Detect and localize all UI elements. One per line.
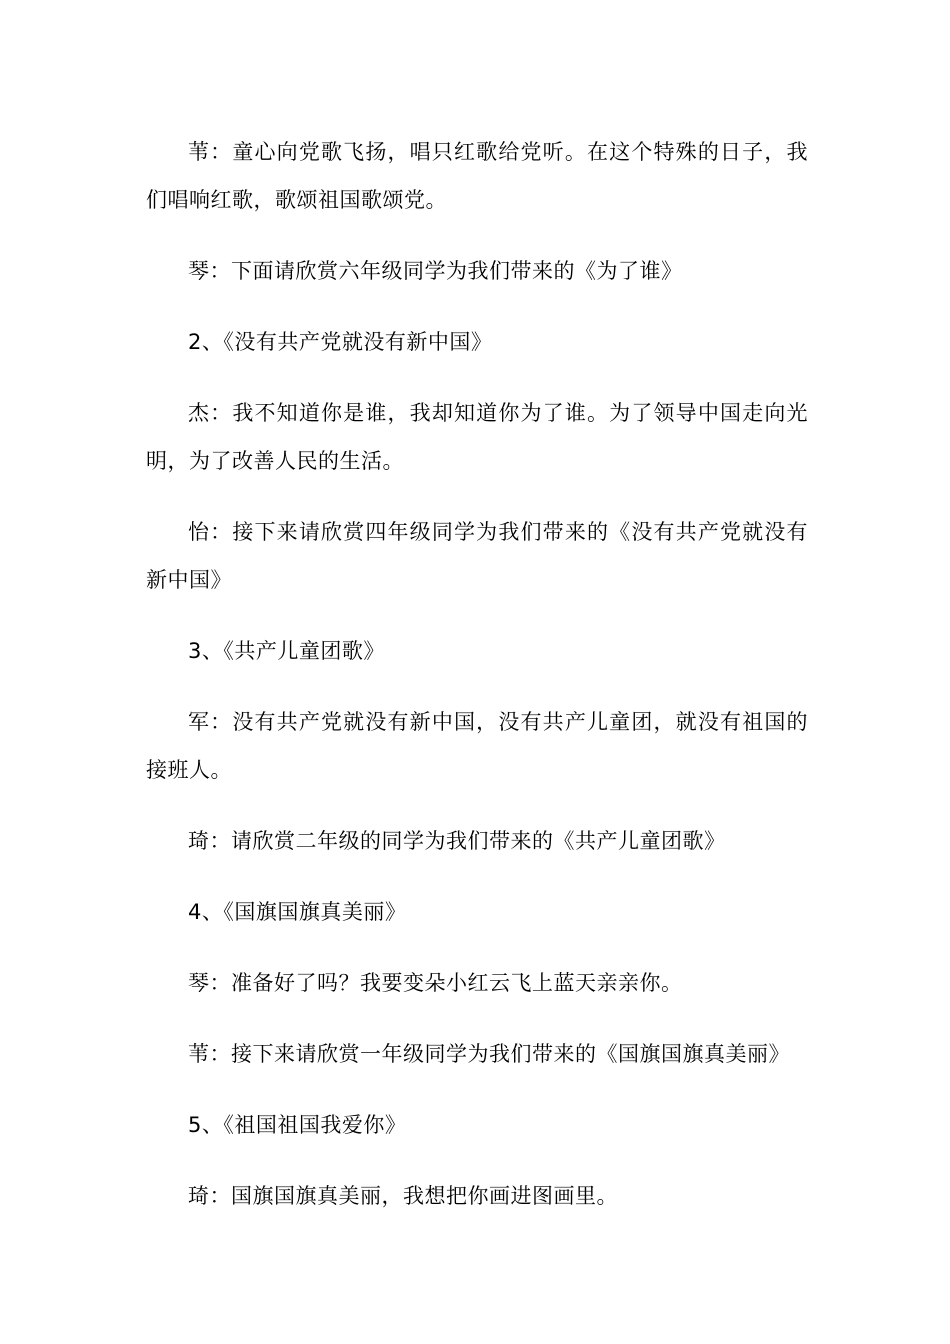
paragraph: 杰：我不知道你是谁，我却知道你为了谁。为了领导中国走向光明，为了改善人民的生活。 <box>146 401 808 473</box>
paragraph: 苇：童心向党歌飞扬，唱只红歌给党听。在这个特殊的日子，我们唱响红歌，歌颂祖国歌颂党。 <box>146 140 808 212</box>
program-item-heading: 4、《国旗国旗真美丽》 <box>188 900 407 924</box>
paragraph: 怡：接下来请欣赏四年级同学为我们带来的《没有共产党就没有新中国》 <box>146 520 808 592</box>
paragraph: 苇：接下来请欣赏一年级同学为我们带来的《国旗国旗真美丽》 <box>188 1042 790 1066</box>
paragraph: 琴：下面请欣赏六年级同学为我们带来的《为了谁》 <box>188 259 683 283</box>
paragraph: 琴：准备好了吗？我要变朵小红云飞上蓝天亲亲你。 <box>188 971 683 995</box>
program-item-heading: 2、《没有共产党就没有新中国》 <box>188 330 493 354</box>
program-item-heading: 3、《共产儿童团歌》 <box>188 639 385 663</box>
program-item-heading: 5、《祖国祖国我爱你》 <box>188 1113 407 1137</box>
document-body <box>146 128 808 1243</box>
paragraph: 琦：请欣赏二年级的同学为我们带来的《共产儿童团歌》 <box>188 829 726 853</box>
paragraph: 军：没有共产党就没有新中国，没有共产儿童团，就没有祖国的接班人。 <box>146 710 808 782</box>
paragraph: 琦：国旗国旗真美丽，我想把你画进图画里。 <box>188 1184 618 1208</box>
